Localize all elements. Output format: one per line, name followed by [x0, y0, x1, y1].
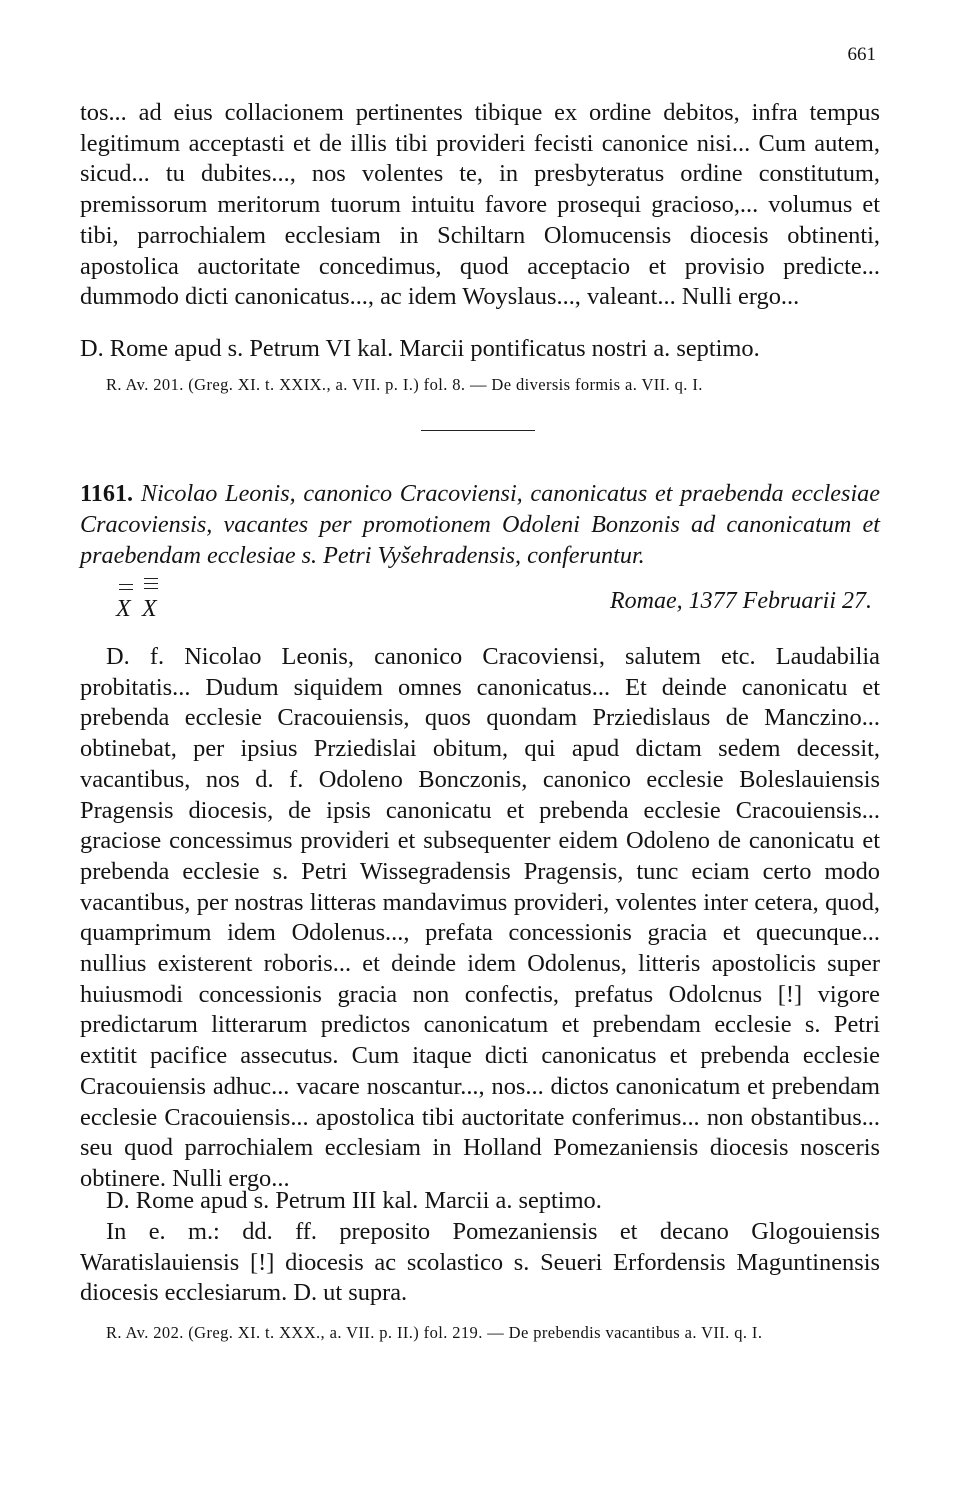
mark-bar — [119, 589, 133, 590]
page-number: 661 — [847, 44, 876, 65]
intro-paragraph: tos... ad eius collacionem pertinentes tibique ex ordine debitos, infra tempus legitimum acceptasti et de illis tibi provideri fecisti canonice nisi... Cum autem, sicud... tu dubites..., nos volentes te, in presbyteratus ordine constitutum, premissorum meritorum tuorum intuitu favore prosequi gracioso,... volumus et tibi, parrochialem ecclesiam in Schiltarn Olomucensis diocesis obtinenti, apostolica auctoritate concedimus, quod acceptacio et provisio predicte... dummodo dicti canonicatus..., ac idem Woyslaus..., valeant... Nulli ergo... — [80, 99, 880, 311]
document-page — [80, 0, 880, 1505]
document-title: Nicolao Leonis, canonico Cracoviensi, canonicatus et praebenda ecclesiae Cracoviensis, vacantes per promotionem Odoleni Bonzonis ad canonicatum et praebendam ecclesiae s. Petri Vyšehradensis, conferuntur. — [80, 480, 880, 569]
mark-bar — [144, 578, 158, 579]
intro-dating: D. Rome apud s. Petrum VI kal. Marcii pontificatus nostri a. septimo. — [80, 335, 760, 362]
register-marks — [116, 576, 196, 622]
document-text: D. f. Nicolao Leonis, canonico Cracoviensi, salutem etc. Laudabilia probitatis... Dudum siquidem omnes canonicatus... Et deinde canonicatu et prebenda ecclesie Cracouiensis, quos quondam Prziedislaus de Manczino... obtinebat, per ipsius Prziedislai obitum, qui apud dictam sedem decessit, vacantibus, nos d. f. Odoleno Bonczonis, canonico ecclesie Boleslauiensis Pragensis diocesis, de ipsis canonicatu et prebenda ecclesie Cracouiensis... graciose concessimus provideri et subsequenter eidem Odoleno de canonicatu et prebenda ecclesie s. Petri Wissegradensis Pragensis, tunc eciam certo modo vacantibus, per nostras litteras mandavimus provideri, volentes inter cetera, quod, quamprimum idem Odolenus..., prefata concessionis gracia et quecunque... nullius existerent roboris... et deinde idem Odolenus, litteris apostolicis super huiusmodi concessionis gracia non confectis, prefatus Odolcnus [!] vigore predictarum litterarum predictos canonicatum et prebendam ecclesie s. Petri extitit pacifice assecutus. Cum itaque dicti canonicatus et prebenda ecclesie Cracouiensis adhuc... vacare noscantur..., nos... dictos canonicatum et prebendam ecclesie Cracouiensis... apostolica tibi auctoritate conferimus... non obstantibus... seu quod parrochialem ecclesiam in Holland Pomezaniensis diocesis nosceris obtinere. Nulli ergo... — [80, 643, 880, 1192]
mark-bar — [144, 583, 158, 584]
intro-reference-note: R. Av. 201. (Greg. XI. t. XXIX., a. VII. p. I.) fol. 8. — De diversis formis a. VII. q. I. — [106, 375, 703, 394]
document-reference-note: R. Av. 202. (Greg. XI. t. XXX., a. VII. p. II.) fol. 219. — De prebendis vacantibus a. VII. q. I. — [106, 1323, 763, 1342]
mark-bar — [144, 588, 158, 589]
document-number: 1161. — [80, 480, 134, 507]
section-separator — [421, 430, 535, 431]
document-heading — [80, 478, 880, 571]
mark-right-x: X — [142, 596, 157, 622]
mark-left-x: X — [116, 596, 131, 622]
document-dating: D. Rome apud s. Petrum III kal. Marcii a. septimo. — [106, 1187, 602, 1214]
mark-bar — [119, 584, 133, 585]
place-and-date: Romae, 1377 Februarii 27. — [610, 588, 872, 614]
executors-note: In e. m.: dd. ff. preposito Pomezaniensis et decano Glogouiensis Waratislauiensis [!] diocesis ac scolastico s. Seueri Erfordensis Maguntinensis diocesis ecclesiarum. D. ut supra. — [80, 1218, 880, 1307]
